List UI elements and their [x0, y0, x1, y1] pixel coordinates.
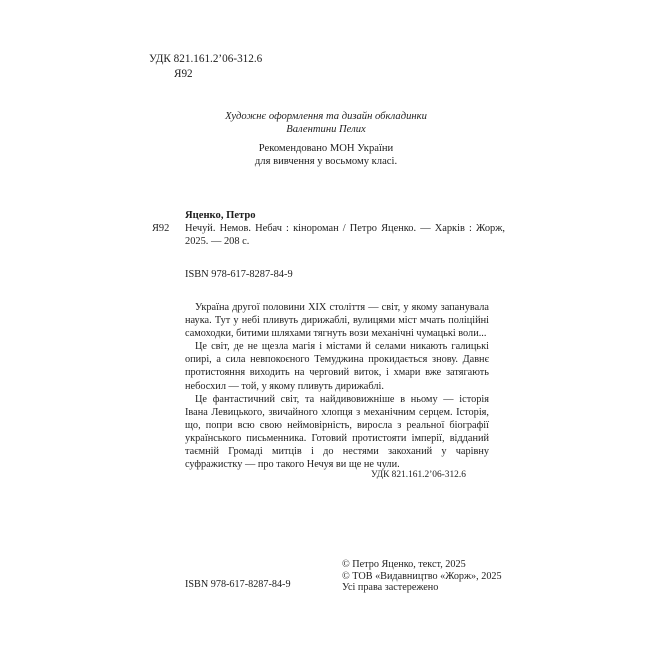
udk-annotation: УДК 821.161.2’06-312.6 — [371, 470, 466, 480]
copyright-publisher: © ТОВ «Видавництво «Жорж», 2025 — [342, 570, 502, 582]
footer-isbn: ISBN 978-617-8287-84-9 — [185, 579, 291, 590]
catalog-isbn: ISBN 978-617-8287-84-9 — [185, 269, 293, 280]
annotation-paragraph: Це фантастичний світ, та найдивовижніше в ньому — історія Івана Левицького, звичайного хлопця з механічним серцем. Історія, що, попри всю свою неймовірність, виросла з реальної біографії українського письменника. Готовий протистояти імперії, відданий таємній Громаді митців і до нестями закоханий у чарівну суфражистку — про такого Нечуя ви ще не чули. — [185, 393, 489, 471]
recommendation-grade: для вивчення у восьмому класі. — [254, 156, 398, 167]
rights-reserved: Усі права застережено — [342, 582, 439, 594]
annotation-paragraph: Україна другої половини XIX століття — світ, у якому запанувала наука. Тут у небі пливуть дирижаблі, вулицями міст мчать поліційні самоходки, битими шляхами тягнуть вози механічні чумацькі воли... — [185, 302, 489, 340]
annotation-paragraph: Це світ, де не щезла магія і містами й селами никають галицькі опирі, а сила невпокоєного Темуджина прокидається знову. Давнє протистояння виходить на черговий виток, і хмари вже затягають небосхил — той, у якому пливуть дирижаблі. — [185, 341, 489, 392]
copyright-block — [342, 559, 502, 594]
annotation — [185, 301, 489, 471]
design-credit-line: Художнє оформлення та дизайн обкладинки — [225, 111, 427, 122]
designer-name: Валентини Пелих — [286, 124, 366, 135]
design-credit — [200, 110, 452, 136]
catalog-author: Яценко, Петро — [185, 210, 256, 221]
catalog-code: Я92 — [152, 223, 170, 234]
recommendation-line: Рекомендовано МОН України — [258, 143, 394, 154]
author-mark: Я92 — [174, 68, 193, 80]
ministry-recommendation — [200, 142, 452, 168]
copyright-author: © Петро Яценко, текст, 2025 — [342, 559, 466, 570]
udk-header: УДК 821.161.2’06-312.6 — [149, 53, 263, 65]
bibliographic-description: Нечуй. Немов. Небач : кінороман / Петро Яценко. — Харків : Жорж, 2025. — 208 с. — [185, 223, 505, 247]
